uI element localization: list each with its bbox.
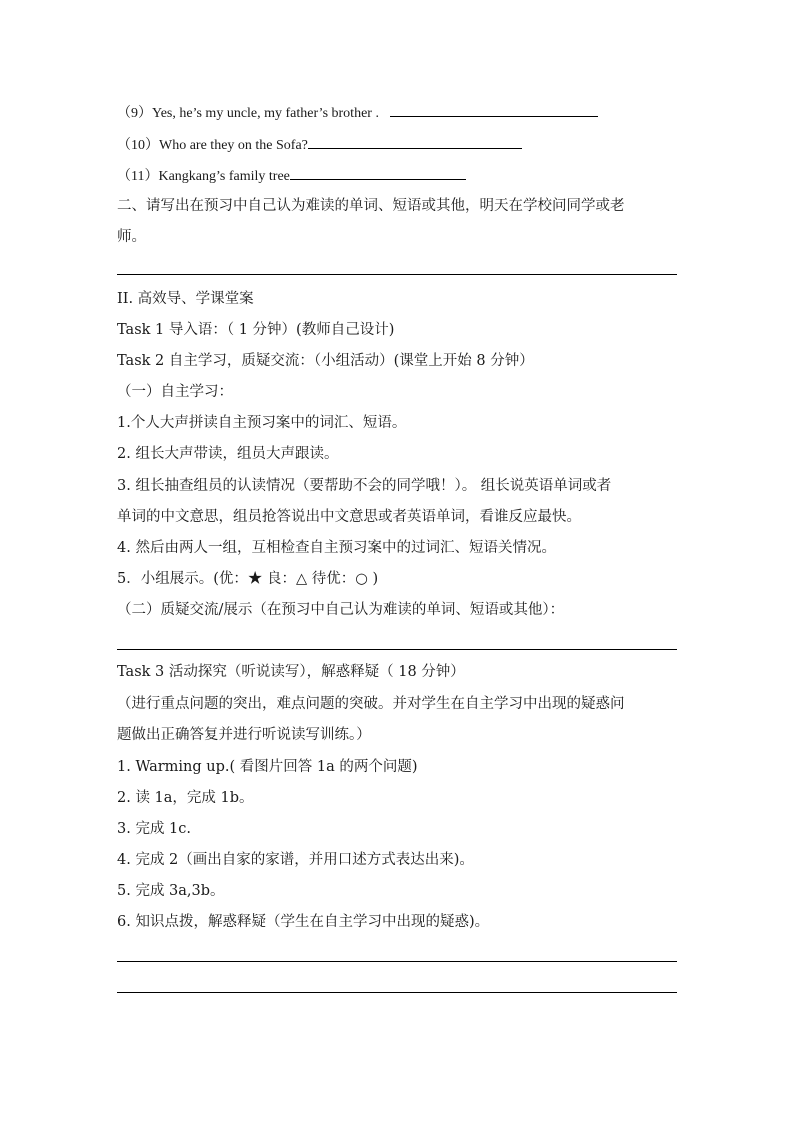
- section-heading: II. 高效导、学课堂案: [117, 291, 254, 307]
- activity-item: 6. 知识点拨，解惑释疑（学生在自主学习中出现的疑惑)。: [117, 914, 490, 930]
- item-11: [117, 165, 466, 187]
- step-item: 3. 组长抽查组员的认读情况（要帮助不会的同学哦！）。 组长说英语单词或者: [117, 478, 612, 494]
- writing-line[interactable]: [117, 274, 677, 275]
- step-item: 2. 组长大声带读，组员大声跟读。: [117, 446, 339, 462]
- answer-blank[interactable]: [290, 165, 466, 180]
- answer-blank[interactable]: [308, 134, 522, 149]
- item-text: Kangkang’s family tree: [158, 169, 290, 184]
- item-9: [117, 102, 598, 124]
- activity-item: 5. 完成 3a,3b。: [117, 883, 225, 899]
- writing-line[interactable]: [117, 649, 677, 650]
- item-text: Yes, he’s my uncle, my father’s brother .: [152, 106, 379, 121]
- writing-line[interactable]: [117, 961, 677, 962]
- step-item: 5．小组展示。(优：★ 良：△ 待优：○ ): [117, 571, 379, 587]
- activity-item: 1. Warming up.( 看图片回答 1a 的两个问题): [117, 759, 418, 775]
- item-number: （9）: [117, 106, 152, 121]
- writing-line[interactable]: [117, 992, 677, 993]
- step-item: 4. 然后由两人一组，互相检查自主预习案中的过词汇、短语关情况。: [117, 540, 556, 556]
- item-text: Who are they on the Sofa?: [159, 138, 308, 153]
- activity-item: 2. 读 1a，完成 1b。: [117, 790, 254, 806]
- subsection-title: （二）质疑交流/展示（在预习中自己认为难读的单词、短语或其他）：: [117, 602, 565, 618]
- task-1: Task 1 导入语：（ 1 分钟）(教师自己设计): [117, 322, 395, 338]
- answer-blank[interactable]: [390, 102, 598, 117]
- activity-item: 3. 完成 1c.: [117, 821, 192, 837]
- item-10: [117, 134, 522, 156]
- section2-prompt-cont: 师。: [117, 229, 146, 245]
- item-number: （11）: [117, 169, 159, 184]
- task-3-description: （进行重点问题的突出，难点问题的突破。并对学生在自主学习中出现的疑惑问: [117, 696, 625, 712]
- item-number: （10）: [117, 138, 159, 153]
- step-item: 1.个人大声拼读自主预习案中的词汇、短语。: [117, 415, 407, 431]
- task-3: Task 3 活动探究（听说读写），解惑释疑（ 18 分钟）: [117, 664, 465, 680]
- task-3-description-cont: 题做出正确答复并进行听说读写训练。）: [117, 727, 371, 743]
- task-2: Task 2 自主学习，质疑交流：（小组活动）(课堂上开始 8 分钟）: [117, 353, 534, 369]
- subsection-title: （一）自主学习：: [117, 384, 233, 400]
- section2-prompt: 二、请写出在预习中自己认为难读的单词、短语或其他，明天在学校问同学或老: [117, 198, 625, 214]
- step-item-cont: 单词的中文意思，组员抢答说出中文意思或者英语单词，看谁反应最快。: [117, 509, 581, 525]
- activity-item: 4. 完成 2（画出自家的家谱，并用口述方式表达出来)。: [117, 852, 474, 868]
